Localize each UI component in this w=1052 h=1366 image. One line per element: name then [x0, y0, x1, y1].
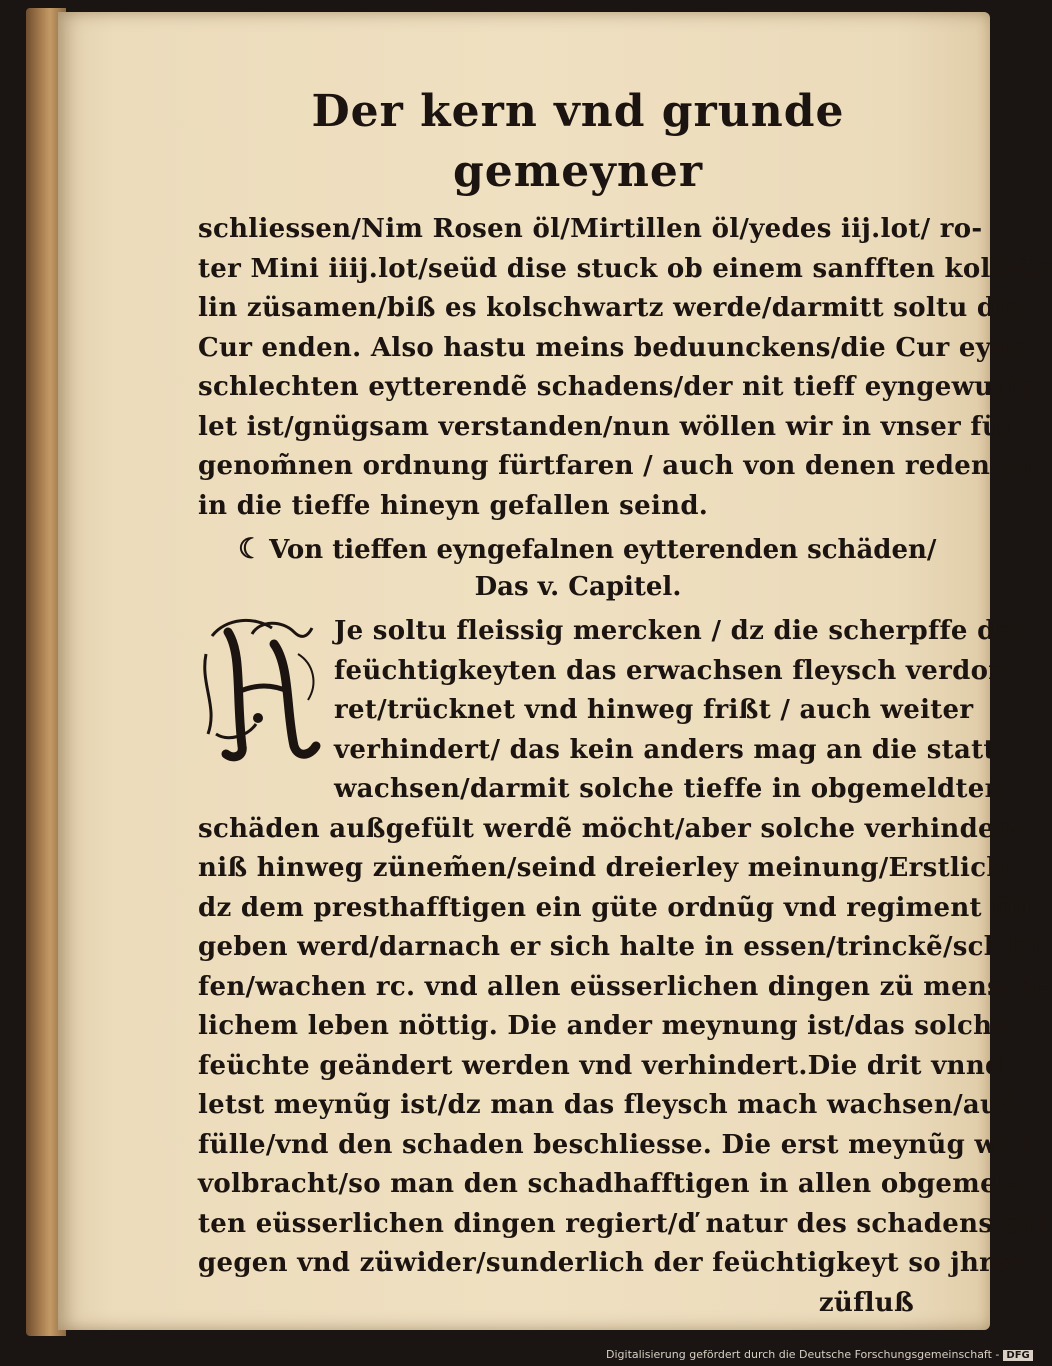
- text-line: gegen vnd züwider/sunderlich der feüchtigkeyt so jhren: [198, 1248, 1030, 1278]
- text-line: Je soltu fleissig mercken / dz die scherpffe der: [334, 616, 1027, 646]
- decorated-initial: [198, 614, 326, 764]
- text-line: wachsen/darmit solche tieffe in obgemeldten: [334, 774, 1004, 804]
- chapter-heading-title: Von tieffen eyngefalnen eytterenden schäden/: [269, 535, 937, 565]
- text-line: lichem leben nöttig. Die ander meynung ist/das solche: [198, 1011, 1010, 1041]
- catchword: züfluß: [818, 1287, 914, 1318]
- chapter-number: Das v. Capitel.: [474, 572, 682, 602]
- chapter-heading: [238, 530, 937, 568]
- text-line: schliessen/Nim Rosen öl/Mirtillen öl/yedes iij.lot/ ro-: [198, 214, 983, 244]
- text-line: Cur enden. Also hastu meins beduunckens/die Cur eyns: [198, 332, 1026, 363]
- book-page: [58, 12, 1052, 1330]
- paragraph-mark-icon: ☾: [238, 532, 264, 565]
- text-line: schäden außgefült werdẽ möcht/aber solche verhinder-: [198, 813, 1020, 844]
- text-line: verhindert/ das kein anders mag an die statt: [334, 734, 996, 765]
- running-head: Der kern vnd grunde gemeyner: [311, 86, 845, 197]
- text-line: in die tieffe hineyn gefallen seind.: [198, 490, 709, 521]
- text-line: volbracht/so man den schadhafftigen in allen obgemel-: [198, 1169, 1019, 1199]
- text-line: schlechten eytterendẽ schadens/der nit tieff eyngewurtz: [198, 372, 1035, 402]
- text-line: niß hinweg zünem̃en/seind dreierley meinung/Erstlich: [198, 853, 1006, 883]
- credit-text: Digitalisierung gefördert durch die Deutsche Forschungsgemeinschaft: [606, 1348, 992, 1361]
- text-line: feüchte geändert werden vnd verhindert.Die drit vnnd: [198, 1050, 1004, 1081]
- text-line: ret/trücknet vnd hinweg frißt / auch weiter: [334, 695, 974, 725]
- text-line: let ist/gnügsam verstanden/nun wöllen wir in vnser für: [198, 411, 1016, 442]
- text-line: geben werd/darnach er sich halte in essen/trinckẽ/schlaf: [198, 932, 1042, 962]
- top-paragraph: [198, 210, 1052, 526]
- text-line: ten eüsserlichen dingen regiert/ď natur des schadens ent: [198, 1208, 1051, 1239]
- text-line: genom̃nen ordnung fürtfaren / auch von denen reden so: [198, 451, 1033, 481]
- dfg-logo: DFG: [1003, 1350, 1032, 1361]
- decorated-initial-icon: [198, 614, 326, 764]
- text-line: dz dem presthafftigen ein güte ordnũg vnd regiment für: [198, 892, 1036, 923]
- text-line: lin züsamen/biß es kolschwartz werde/darmitt soltu die: [198, 293, 1023, 323]
- text-line: fen/wachen rc. vnd allen eüsserlichen dingen zü mensch-: [198, 971, 1049, 1002]
- text-line: letst meynũg ist/dz man das fleysch mach wachsen/auß-: [198, 1090, 1031, 1120]
- text-line: feüchtigkeyten das erwachsen fleysch verdor: [334, 655, 1003, 686]
- text-line: ter Mini iiij.lot/seüd dise stuck ob einem sanfften kolfeür: [198, 253, 1052, 284]
- text-block: [198, 82, 1052, 1323]
- chapter-paragraph: [198, 612, 1051, 1323]
- digitization-credit: Digitalisierung gefördert durch die Deutsche Forschungsgemeinschaft - DFG: [606, 1348, 1033, 1361]
- text-line: fülle/vnd den schaden beschliesse. Die erst meynũg wirt: [198, 1129, 1034, 1160]
